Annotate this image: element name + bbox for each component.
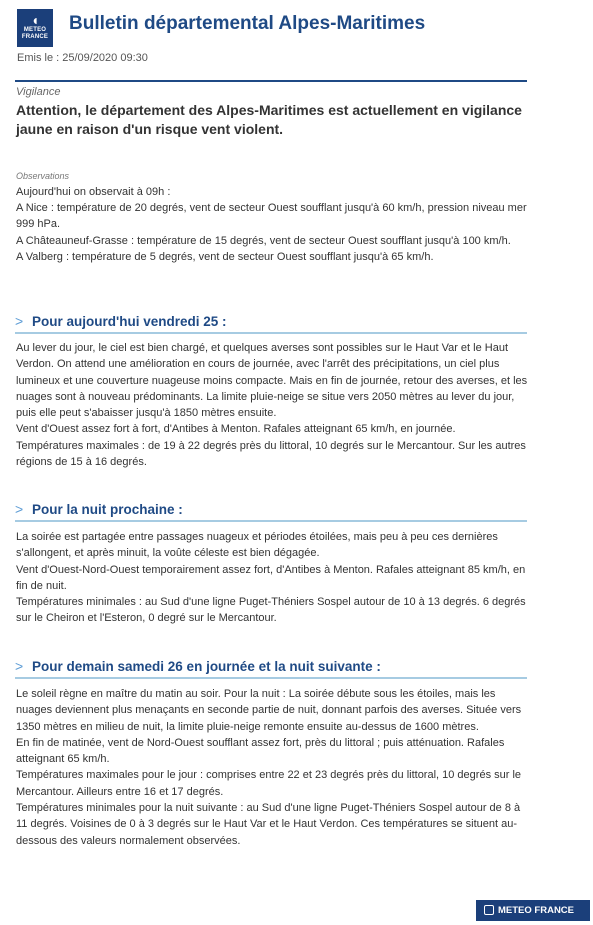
footer-logo-text: METEO FRANCE xyxy=(498,905,574,916)
section-body-today xyxy=(16,340,528,470)
section-paragraph: En fin de matinée, vent de Nord-Ouest soufflant assez fort, près du littoral ; puis atténuation. Rafales atteignant 65 km/h. xyxy=(16,736,505,766)
section-paragraph: Températures minimales pour la nuit suivante : au Sud d'une ligne Puget-Théniers Sospel autour de 8 à 11 degrés. Voisines de 0 à 3 degrés sur le Haut Var et le Haut Verdon. Ces températures se situent au-dessous des valeurs normalement observées. xyxy=(16,802,521,847)
section-title-tomorrow xyxy=(15,658,527,679)
section-paragraph: Au lever du jour, le ciel est bien chargé, et quelques averses sont possibles sur le Haut Var et le Haut Verdon. On attend une amélioration en cours de journée, avec l'arrêt des précipitations, un ciel plus lumineux et une couverture nuageuse moins compacte. Mais en fin de journée, retour des averses, et les nuages sont à nouveau prédominants. La limite pluie-neige se situe vers 2050 mètres au lever du jour, puis elle peut s'abaisser jusqu'à 1850 mètres ensuite. xyxy=(16,342,528,420)
logo-line1: METEO xyxy=(23,27,47,33)
section-paragraph: Le soleil règne en maître du matin au soir. Pour la nuit : La soirée débute sous les étoiles, mais les nuages deviennent plus menaçants en seconde partie de nuit, donnant parfois des averses. Située vers 1350 mètres en milieu de nuit, la limite pluie-neige remonte ensuite au-dessus de 1600 mètres. xyxy=(16,688,522,733)
vigilance-text: Attention, le département des Alpes-Maritimes est actuellement en vigilance jaune en raison d'un risque vent violent. xyxy=(16,102,522,137)
footer-meteo-france-logo xyxy=(476,900,590,921)
observations-label: Observations xyxy=(16,171,70,181)
logo-mark-icon xyxy=(484,905,494,915)
section-title-text: Pour la nuit prochaine : xyxy=(32,502,183,517)
header-divider xyxy=(15,80,527,82)
observations-block xyxy=(16,184,528,265)
issued-date: Emis le : 25/09/2020 09:30 xyxy=(17,52,148,64)
section-paragraph: Vent d'Ouest-Nord-Ouest temporairement assez fort, d'Antibes à Menton. Rafales atteignant 85 km/h, en fin de nuit. xyxy=(16,563,526,592)
section-title-text: Pour aujourd'hui vendredi 25 : xyxy=(32,314,227,329)
section-title-night xyxy=(15,501,527,522)
section-paragraph: Températures maximales : de 19 à 22 degrés près du littoral, 10 degrés sur le Mercantour. Sur les autres régions de 15 à 16 degrés. xyxy=(16,439,526,469)
meteo-france-logo xyxy=(17,9,53,47)
section-paragraph: Températures maximales pour le jour : comprises entre 22 et 23 degrés près du littoral, 10 degrés sur le Mercantour. Ailleurs entre 16 et 17 degrés. xyxy=(16,769,522,798)
section-body-tomorrow xyxy=(16,686,528,849)
section-body-night xyxy=(16,529,528,627)
vigilance-label: Vigilance xyxy=(16,86,61,98)
logo-mark-icon: ◖ xyxy=(30,12,40,28)
section-title-today xyxy=(15,313,527,334)
logo-line2: FRANCE xyxy=(21,34,49,40)
chevron-right-icon: > xyxy=(15,313,24,329)
section-paragraph: Vent d'Ouest assez fort à fort, d'Antibes à Menton. Rafales atteignant 65 km/h, en journée. xyxy=(16,423,456,436)
observation-line: A Châteauneuf-Grasse : température de 15 degrés, vent de secteur Ouest soufflant jusqu'à 100 km/h. xyxy=(16,234,511,247)
section-paragraph: La soirée est partagée entre passages nuageux et périodes étoilées, mais peu à peu ces dernières s'allongent, et après minuit, la voûte céleste est bien dégagée. xyxy=(16,531,498,560)
chevron-right-icon: > xyxy=(15,501,24,517)
page-title: Bulletin départemental Alpes-Maritimes xyxy=(69,13,426,34)
section-title-text: Pour demain samedi 26 en journée et la nuit suivante : xyxy=(32,659,381,674)
observation-line: A Valberg : température de 5 degrés, vent de secteur Ouest soufflant jusqu'à 65 km/h. xyxy=(16,250,434,263)
observation-line: Aujourd'hui on observait à 09h : xyxy=(16,186,171,198)
observation-line: A Nice : température de 20 degrés, vent de secteur Ouest soufflant jusqu'à 60 km/h, pression niveau mer 999 hPa. xyxy=(16,202,527,231)
chevron-right-icon: > xyxy=(15,658,24,674)
section-paragraph: Températures minimales : au Sud d'une ligne Puget-Théniers Sospel autour de 10 à 13 degrés. 6 degrés sur le Cheiron et l'Esteron, 0 degré sur le Mercantour. xyxy=(16,596,526,625)
